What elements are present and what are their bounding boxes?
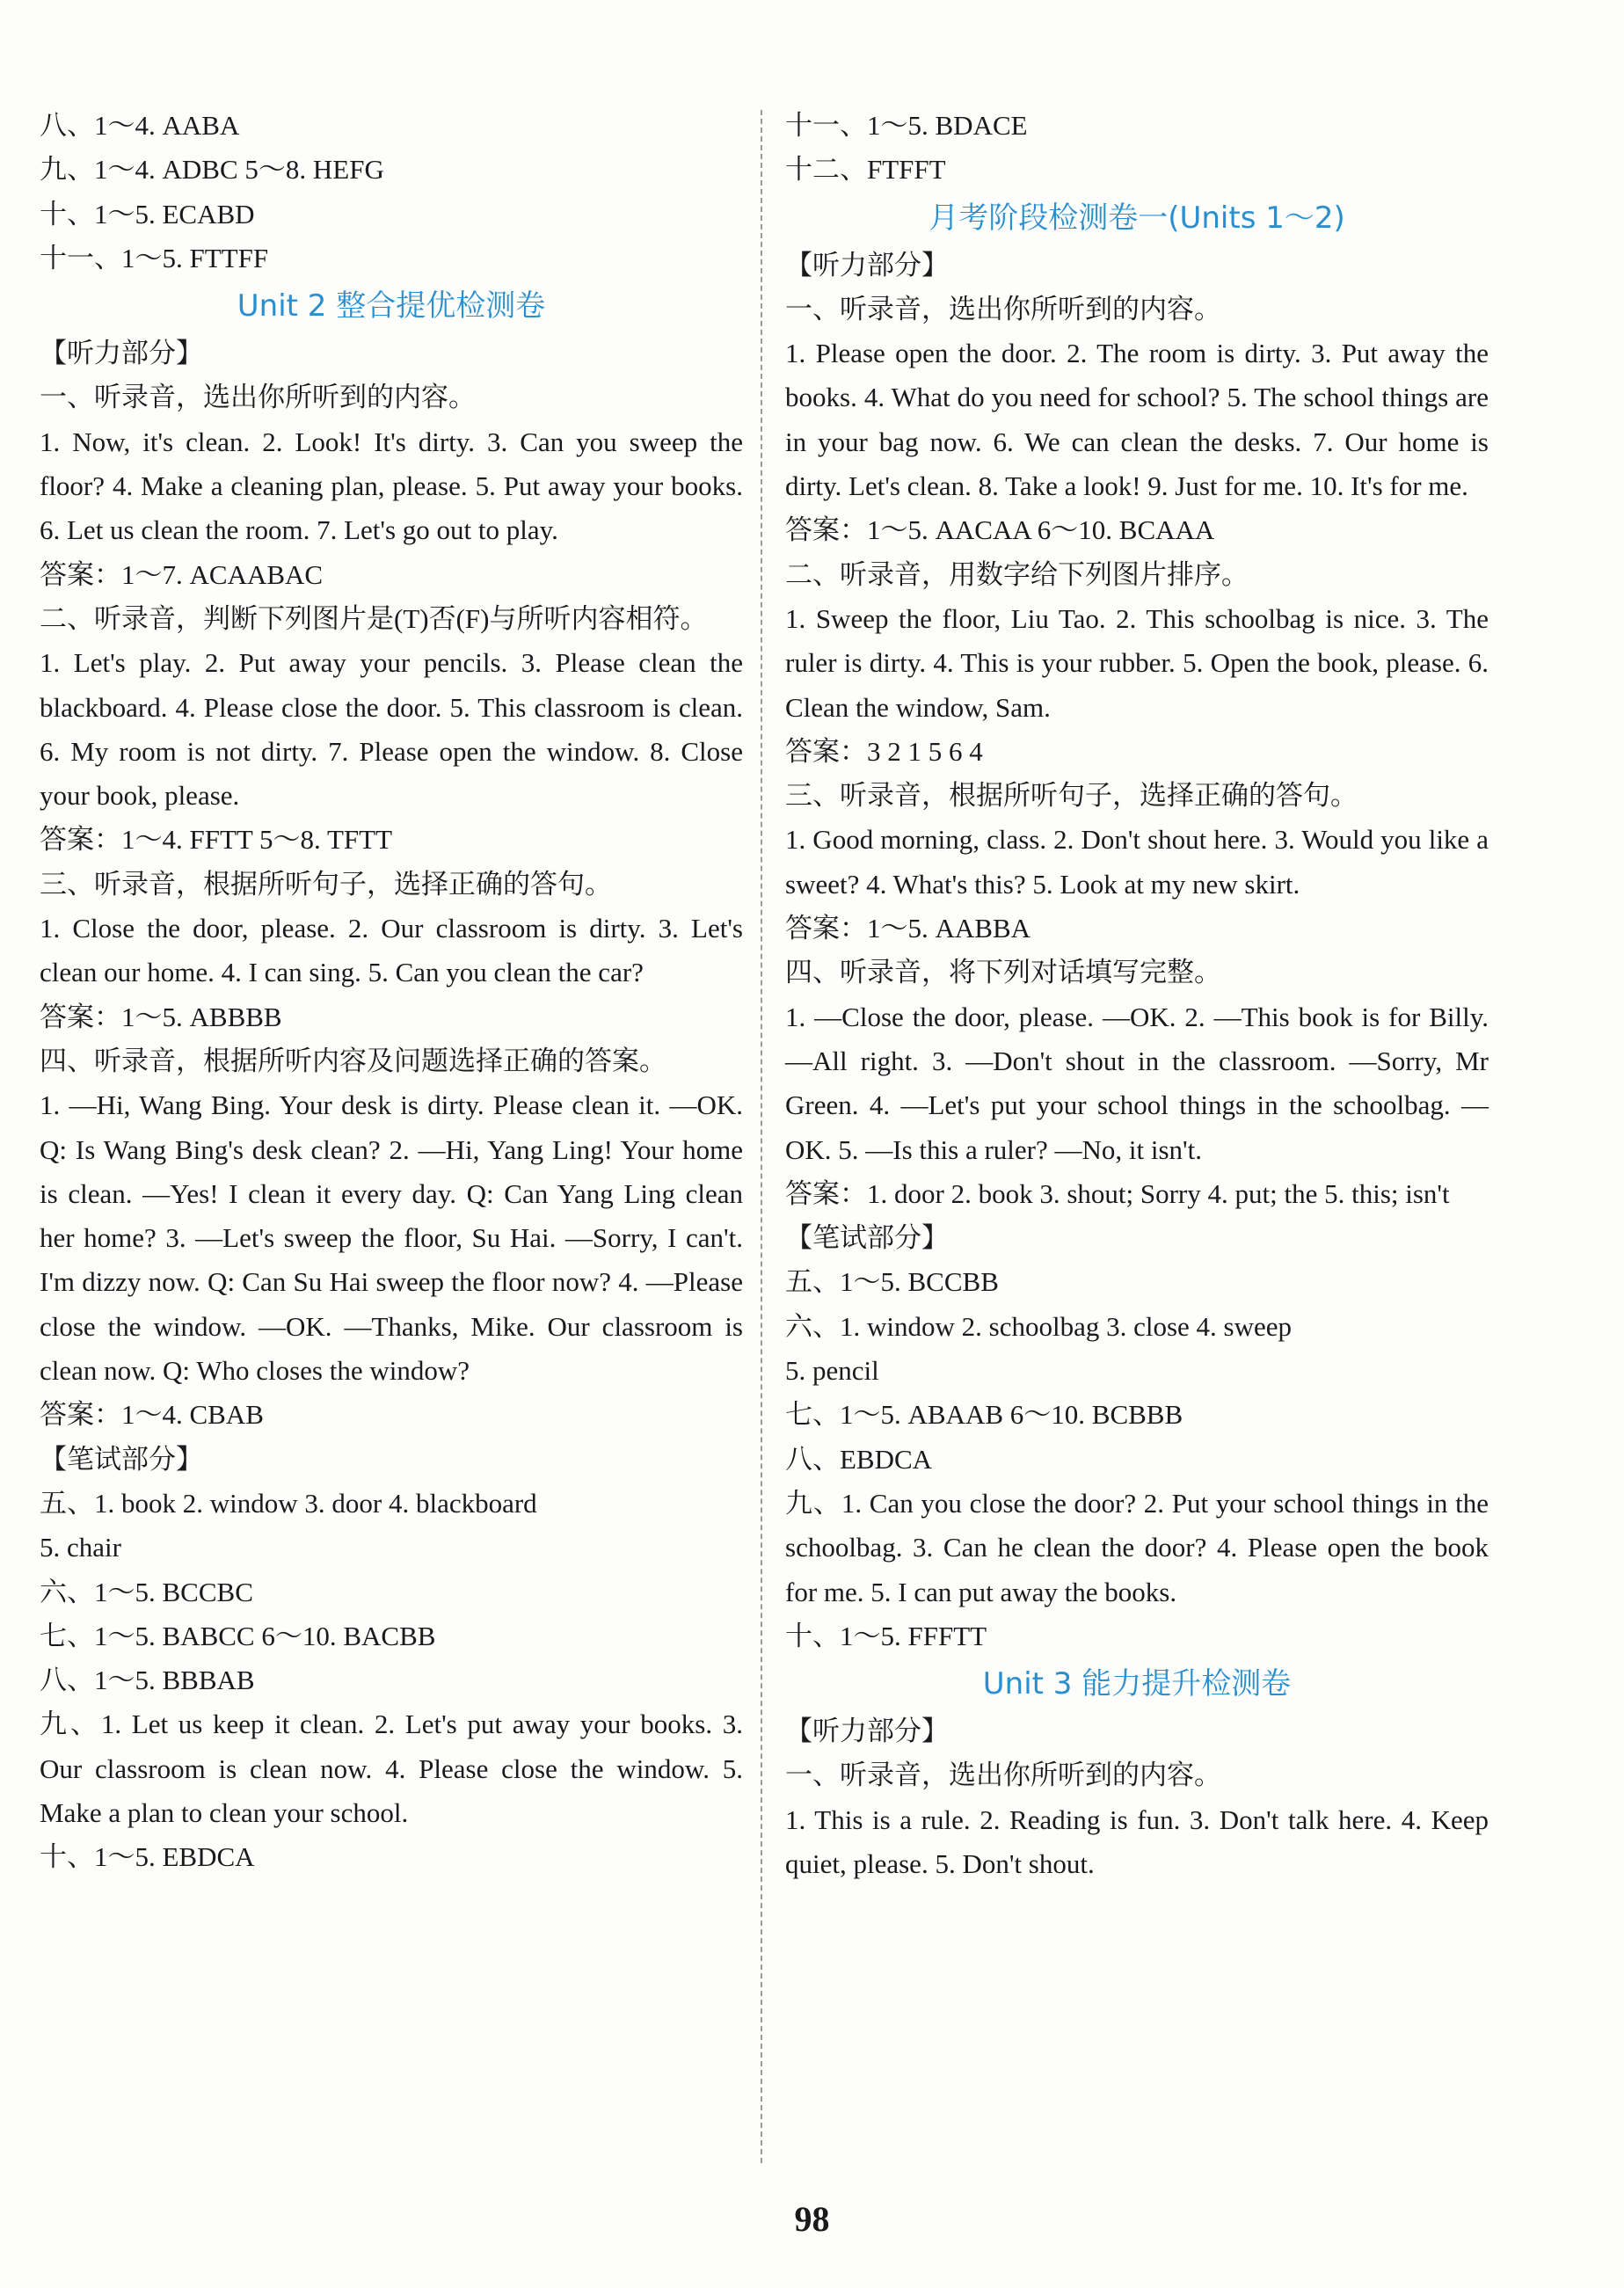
column-divider [761, 110, 762, 2163]
text-line: 答案：1～4. CBAB [40, 1399, 264, 1431]
text-line: 八、1～5. BBBAB [40, 1665, 255, 1696]
text-line: 十一、1～5. BDACE [785, 110, 1028, 141]
text-line: 答案：1～5. ABBBB [40, 1001, 282, 1032]
text-line: 六、1～5. BCCBC [40, 1576, 253, 1607]
text-paragraph: 1. —Hi, Wang Bing. Your desk is dirty. Please clean it. —OK. Q: Is Wang Bing's desk clean? 2. —Hi, Yang Ling! Your home is clean. —Yes! I clean it every day. Q: Can Yang Ling clean her home? 3. —Let's sweep the floor, Su Hai. —Sorry, I can't. I'm dizzy now. Q: Can Su Hai sweep the floor now? 4. —Please close the window. —OK. —Thanks, Mike. Our classroom is clean now. Q: Who closes the window? [40, 1089, 743, 1387]
text-line: 十一、1～5. FTTFF [40, 242, 269, 273]
section-heading: 月考阶段检测卷一(Units 1～2) [929, 200, 1345, 236]
text-line: 九、1～4. ADBC 5～8. HEFG [40, 154, 384, 186]
text-line: 答案：1～5. AABBA [785, 913, 1031, 944]
text-line: 十、1～5. EBDCA [40, 1841, 255, 1873]
text-line: 【笔试部分】 [785, 1222, 949, 1254]
text-line: 七、1～5. BABCC 6～10. BACBB [40, 1620, 436, 1651]
text-line: 一、听录音，选出你所听到的内容。 [785, 293, 1221, 324]
text-line: 十、1～5. ECABD [40, 198, 255, 230]
text-line: 【听力部分】 [785, 1716, 949, 1747]
text-line: 四、听录音，将下列对话填写完整。 [785, 957, 1221, 988]
text-line: 六、1. window 2. schoolbag 3. close 4. sweep [785, 1310, 1292, 1342]
text-paragraph: 答案：1. door 2. book 3. shout; Sorry 4. put; the 5. this; isn't [785, 1177, 1450, 1209]
text-line: 十二、FTFFT [785, 154, 946, 186]
text-line: 5. pencil [785, 1355, 879, 1387]
text-paragraph: 1. Please open the door. 2. The room is dirty. 3. Put away the books. 4. What do you need for school? 5. The school things are in your bag now. 6. We can clean the desks. 7. Our home is dirty. Let's clean. 8. Take a look! 9. Just for me. 10. It's for me. [785, 338, 1489, 502]
text-line: 二、听录音，用数字给下列图片排序。 [785, 558, 1249, 590]
text-line: 【听力部分】 [40, 338, 203, 369]
text-line: 一、听录音，选出你所听到的内容。 [40, 382, 476, 413]
text-paragraph: 1. Sweep the floor, Liu Tao. 2. This schoolbag is nice. 3. The ruler is dirty. 4. This is your rubber. 5. Open the book, please. 6. Clean the window, Sam. [785, 602, 1489, 723]
text-line: 【笔试部分】 [40, 1443, 203, 1475]
text-paragraph: 1. Let's play. 2. Put away your pencils. 3. Please clean the blackboard. 4. Please close the door. 5. This classroom is clean. 6. My room is not dirty. 7. Please open the window. 8. Close your book, please. [40, 647, 743, 812]
section-heading: Unit 2 整合提优检测卷 [237, 288, 546, 324]
text-line: 五、1. book 2. window 3. door 4. blackboard [40, 1487, 537, 1519]
left-column [40, 104, 743, 1880]
text-paragraph: 1. Good morning, class. 2. Don't shout here. 3. Would you like a sweet? 4. What's this? 5. Look at my new skirt. [785, 824, 1489, 900]
right-column [785, 104, 1489, 1886]
text-line: 三、听录音，根据所听句子，选择正确的答句。 [785, 780, 1358, 812]
text-line: 十、1～5. FFFTT [785, 1620, 987, 1651]
text-paragraph: 二、听录音，判断下列图片是(T)否(F)与所听内容相符。 [40, 602, 708, 634]
text-line: 八、1～4. AABA [40, 110, 240, 141]
text-line: 答案：1～7. ACAABAC [40, 558, 324, 590]
text-line: 答案：3 2 1 5 6 4 [785, 735, 983, 767]
text-line: 七、1～5. ABAAB 6～10. BCBBB [785, 1399, 1183, 1431]
text-paragraph: 1. Now, it's clean. 2. Look! It's dirty. 3. Can you sweep the floor? 4. Make a cleaning plan, please. 5. Put away your books. 6. Let us clean the room. 7. Let's go out to play. [40, 426, 743, 546]
text-paragraph: 1. —Close the door, please. —OK. 2. —This book is for Billy. —All right. 3. —Don't shout in the classroom. —Sorry, Mr Green. 4. —Let's put your school things in the schoolbag. —OK. 5. —Is this a ruler? —No, it isn't. [785, 1001, 1489, 1165]
text-line: 5. chair [40, 1532, 121, 1563]
text-paragraph: 1. Close the door, please. 2. Our classroom is dirty. 3. Let's clean our home. 4. I can sing. 5. Can you clean the car? [40, 913, 743, 988]
section-heading: Unit 3 能力提升检测卷 [982, 1666, 1292, 1702]
page-number: 98 [794, 2199, 830, 2239]
text-paragraph: 1. This is a rule. 2. Reading is fun. 3. Don't talk here. 4. Keep quiet, please. 5. Don't shout. [785, 1803, 1489, 1879]
text-line: 答案：1～5. AACAA 6～10. BCAAA [785, 514, 1215, 546]
text-line: 三、听录音，根据所听句子，选择正确的答句。 [40, 868, 612, 900]
text-paragraph: 九、1. Can you close the door? 2. Put your school things in the schoolbag. 3. Can he clean the door? 4. Please open the book for me. 5. I can put away the books. [785, 1487, 1489, 1607]
text-line: 八、EBDCA [785, 1443, 933, 1475]
text-line: 一、听录音，选出你所听到的内容。 [785, 1760, 1221, 1791]
text-line: 【听力部分】 [785, 249, 949, 281]
text-line: 四、听录音，根据所听内容及问题选择正确的答案。 [40, 1045, 666, 1076]
text-line: 五、1～5. BCCBB [785, 1266, 999, 1298]
text-line: 答案：1～4. FFTT 5～8. TFTT [40, 824, 393, 856]
text-paragraph: 九、1. Let us keep it clean. 2. Let's put away your books. 3. Our classroom is clean now. 4. Please close the window. 5. Make a plan to clean your school. [40, 1709, 743, 1828]
